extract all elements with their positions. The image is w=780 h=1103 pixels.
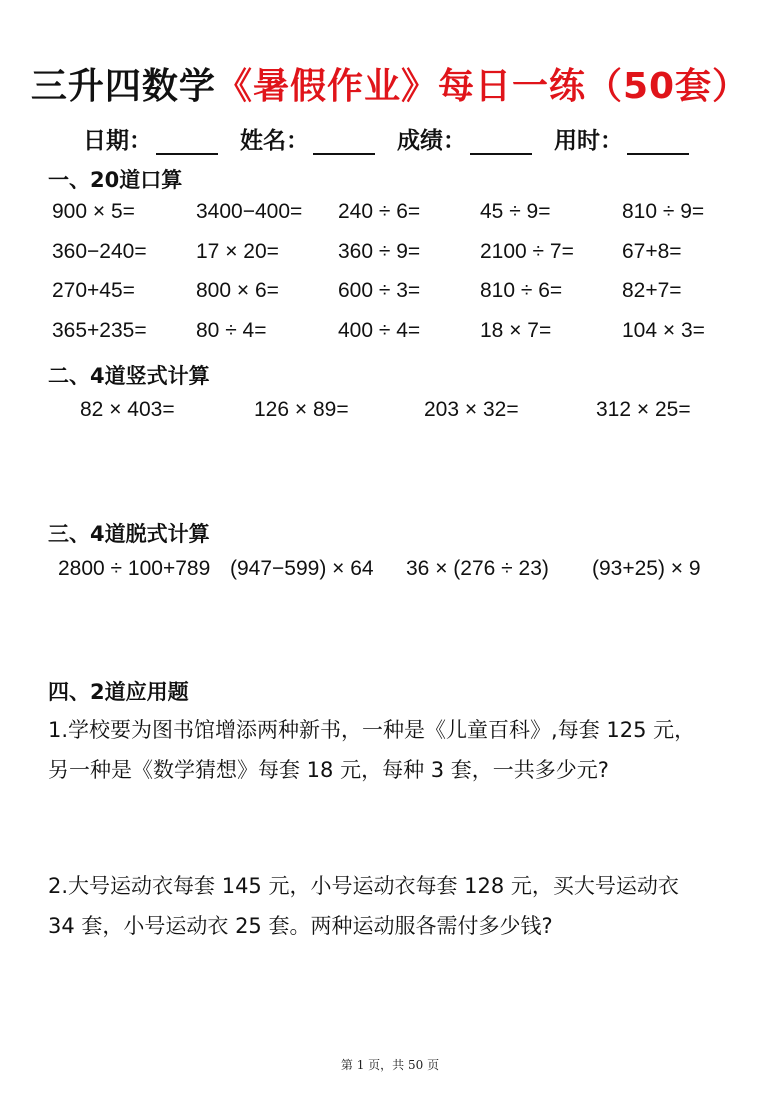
stepwise-problem: 2800 ÷ 100+789 bbox=[58, 557, 211, 580]
stepwise-problem: 36 × (276 ÷ 23) bbox=[406, 557, 549, 580]
word-problem-line: 1.学校要为图书馆增添两种新书，一种是《儿童百科》,每套 125 元， bbox=[48, 718, 696, 742]
word-problem-line: 34 套，小号运动衣 25 套。两种运动服各需付多少钱? bbox=[48, 914, 553, 938]
oral-problem: 80 ÷ 4= bbox=[196, 318, 267, 342]
oral-problem: 900 × 5= bbox=[52, 200, 135, 223]
title-daily: 每日一练（50套） bbox=[437, 66, 750, 107]
oral-problem: 360−240= bbox=[52, 239, 147, 263]
name-field bbox=[240, 122, 383, 155]
title-homework: 《暑假作业》 bbox=[215, 66, 438, 107]
word-section-heading: 四、2道应用题 bbox=[48, 680, 189, 704]
oral-problem: 45 ÷ 9= bbox=[480, 200, 551, 223]
word-problem-line: 另一种是《数学猜想》每套 18 元，每种 3 套，一共多少元? bbox=[48, 758, 609, 782]
word-problem-2 bbox=[48, 866, 748, 946]
stepwise-problem: (93+25) × 9 bbox=[592, 557, 701, 580]
stepwise-problem: (947−599) × 64 bbox=[230, 557, 374, 580]
vertical-problem: 126 × 89= bbox=[254, 398, 349, 421]
oral-problem: 3400−400= bbox=[196, 200, 303, 223]
oral-problem: 67+8= bbox=[622, 239, 682, 263]
title-grade: 三升四数学 bbox=[30, 66, 216, 107]
oral-problem: 240 ÷ 6= bbox=[338, 200, 421, 223]
oral-problem: 810 ÷ 6= bbox=[480, 279, 563, 302]
vertical-section-heading: 二、4道竖式计算 bbox=[48, 364, 210, 388]
vertical-problem: 312 × 25= bbox=[596, 398, 691, 421]
date-field bbox=[83, 122, 226, 155]
oral-problem: 800 × 6= bbox=[196, 279, 279, 302]
oral-problems-grid bbox=[52, 200, 752, 358]
name-blank bbox=[313, 131, 375, 155]
date-blank bbox=[156, 131, 218, 155]
score-blank bbox=[470, 131, 532, 155]
oral-problem: 2100 ÷ 7= bbox=[480, 239, 574, 263]
word-problem-1 bbox=[48, 710, 748, 790]
vertical-problem: 203 × 32= bbox=[424, 398, 519, 421]
oral-problem: 365+235= bbox=[52, 318, 147, 342]
score-field bbox=[397, 122, 540, 155]
oral-problem: 400 ÷ 4= bbox=[338, 318, 421, 342]
oral-problem: 104 × 3= bbox=[622, 318, 705, 342]
student-info-row bbox=[0, 122, 780, 155]
oral-section-heading: 一、20道口算 bbox=[48, 168, 183, 192]
stepwise-section-heading: 三、4道脱式计算 bbox=[48, 522, 210, 546]
word-problem-line: 2.大号运动衣每套 145 元，小号运动衣每套 128 元，买大号运动衣 bbox=[48, 874, 679, 898]
vertical-problem: 82 × 403= bbox=[80, 398, 175, 421]
time-blank bbox=[627, 131, 689, 155]
oral-problem: 270+45= bbox=[52, 279, 135, 302]
oral-problem: 360 ÷ 9= bbox=[338, 239, 421, 263]
page-number-footer: 第 1 页，共 50 页 bbox=[340, 1058, 440, 1072]
oral-problem: 600 ÷ 3= bbox=[338, 279, 421, 302]
time-label: 用时： bbox=[554, 128, 623, 154]
oral-problem: 17 × 20= bbox=[196, 239, 279, 263]
page-title bbox=[0, 58, 780, 109]
date-label: 日期： bbox=[83, 128, 152, 154]
oral-problem: 82+7= bbox=[622, 279, 682, 302]
oral-problem: 810 ÷ 9= bbox=[622, 200, 705, 223]
name-label: 姓名： bbox=[240, 128, 309, 154]
oral-problem: 18 × 7= bbox=[480, 318, 552, 342]
time-field bbox=[554, 122, 697, 155]
score-label: 成绩： bbox=[397, 128, 466, 154]
